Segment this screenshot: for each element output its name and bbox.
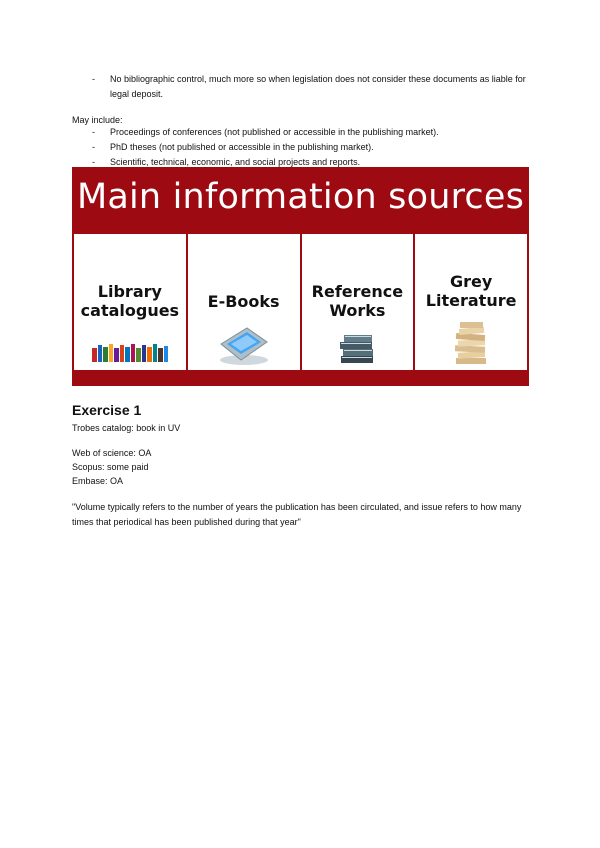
list-item: - Proceedings of conferences (not published or accessible in the publishing market). [92, 125, 532, 140]
exercise-heading: Exercise 1 [72, 402, 142, 418]
exercise-line: Embase: OA [72, 476, 124, 486]
information-sources-banner [72, 167, 529, 386]
cell-reference-works [302, 234, 414, 370]
exercise-line: Web of science: OA [72, 448, 152, 458]
list-item: - No bibliographic control, much more so when legislation does not consider these documents as liable for legal deposit. [92, 72, 532, 102]
exercise-line: Trobes catalog: book in UV [72, 423, 181, 433]
list-item: - PhD theses (not published or accessible in the publishing market). [92, 140, 532, 155]
cell-grey-literature [415, 234, 527, 370]
may-include-label: May include: [72, 115, 123, 125]
top-bullet-list [92, 72, 532, 102]
volume-issue-quote: "Volume typically refers to the number of years the publication has been circulated, and issue refers to how many times that periodical has been published during that year" [72, 502, 522, 527]
books-row-icon [90, 342, 170, 362]
cell-label: Reference Works [311, 282, 404, 320]
cell-label: E-Books [207, 292, 280, 311]
ebook-device-icon [217, 322, 271, 366]
banner-cells [74, 234, 527, 370]
exercise-line: Scopus: some paid [72, 462, 149, 472]
include-list [92, 125, 532, 170]
book-stack-icon [337, 330, 377, 364]
cell-label: Grey Literature [425, 272, 517, 310]
paper-stack-icon [452, 320, 490, 366]
cell-e-books [188, 234, 300, 370]
banner-title: Main information sources [76, 177, 525, 217]
cell-library-catalogues [74, 234, 186, 370]
list-item: - Scientific, technical, economic, and social projects and reports. [92, 155, 532, 170]
cell-label: Library catalogues [80, 282, 180, 320]
